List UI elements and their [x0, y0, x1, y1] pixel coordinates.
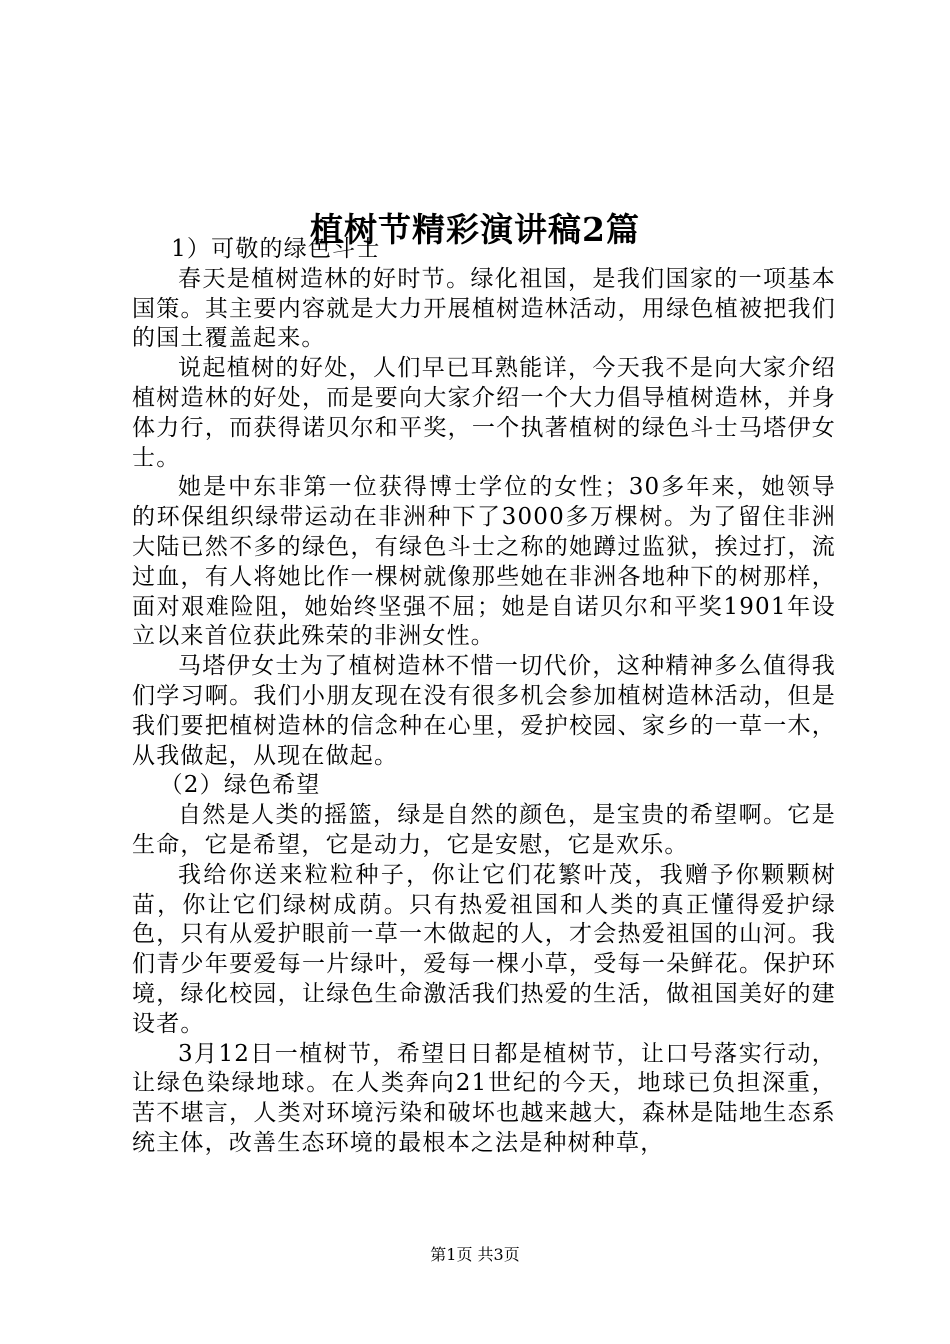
document-body: [132, 235, 836, 1159]
paragraph: 说起植树的好处，人们早已耳熟能详，今天我不是向大家介绍植树造林的好处，而是要向大家介绍一个大力倡导植树造林，并身体力行，而获得诺贝尔和平奖，一个执著植树的绿色斗士马塔伊女士。: [132, 355, 836, 471]
paragraph: 春天是植树造林的好时节。绿化祖国，是我们国家的一项基本国策。其主要内容就是大力开展植树造林活动，用绿色植被把我们的国土覆盖起来。: [132, 265, 836, 352]
section-heading-1: 1）可敬的绿色斗士: [171, 236, 381, 262]
paragraph: 她是中东非第一位获得博士学位的女性；30多年来，她领导的环保组织绿带运动在非洲种下了3000多万棵树。为了留住非洲大陆已然不多的绿色，有绿色斗士之称的她蹲过监狱，挨过打，流过血，有人将她比作一棵树就像那些她在非洲各地种下的树那样，面对艰难险阻，她始终坚强不屈；她是自诺贝尔和平奖1901年设立以来首位获此殊荣的非洲女性。: [132, 474, 836, 650]
document-title: 植树节精彩演讲稿2篇: [310, 210, 640, 250]
paragraph: 马塔伊女士为了植树造林不惜一切代价，这种精神多么值得我们学习啊。我们小朋友现在没有很多机会参加植树造林活动，但是我们要把植树造林的信念种在心里，爱护校园、家乡的一草一木，从我做起，从现在做起。: [132, 653, 836, 769]
paragraph: 3月12日一植树节，希望日日都是植树节，让口号落实行动，让绿色染绿地球。在人类奔向21世纪的今天，地球已负担深重，苦不堪言，人类对环境污染和破坏也越来越大，森林是陆地生态系统主体，改善生态环境的最根本之法是种树种草，: [132, 1040, 836, 1156]
section-heading-2: （2）绿色希望: [159, 772, 321, 799]
page-number-footer: 第1页 共3页: [430, 1245, 520, 1264]
paragraph: 自然是人类的摇篮，绿是自然的颜色，是宝贵的希望啊。它是生命，它是希望，它是动力，它是安慰，它是欢乐。: [132, 802, 836, 858]
paragraph: 我给你送来粒粒种子，你让它们花繁叶茂，我赠予你颗颗树苗，你让它们绿树成荫。只有热爱祖国和人类的真正懂得爱护绿色，只有从爱护眼前一草一木做起的人，才会热爱祖国的山河。我们青少年要爱每一片绿叶，爱每一棵小草，受每一朵鲜花。保护环境，绿化校园，让绿色生命激活我们热爱的生活，做祖国美好的建设者。: [132, 861, 836, 1037]
